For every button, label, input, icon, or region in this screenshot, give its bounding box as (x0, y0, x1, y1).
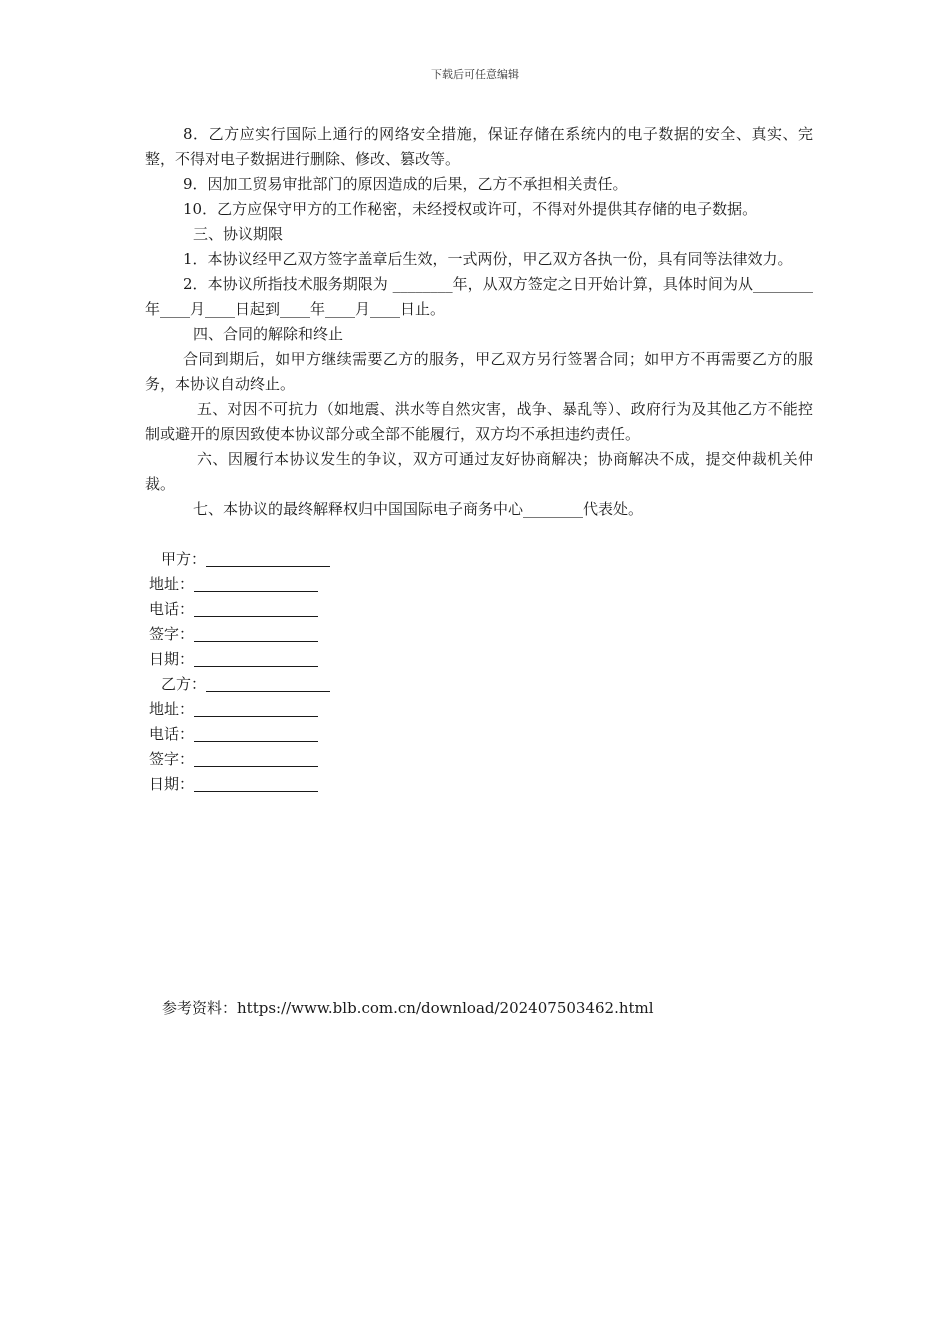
termination-clause: 合同到期后，如甲方继续需要乙方的服务，甲乙双方另行签署合同；如甲方不再需要乙方的服务，本协议自动终止。 (145, 350, 813, 393)
clause-9: 9．因加工贸易审批部门的原因造成的后果，乙方不承担相关责任。 (183, 175, 628, 193)
party-b-line (145, 672, 813, 697)
dispute-clause: 六、因履行本协议发生的争议，双方可通过友好协商解决；协商解决不成，提交仲裁机关仲裁。 (145, 450, 813, 493)
party-a-sign-line (145, 622, 813, 647)
party-a-label: 甲方： (161, 550, 207, 568)
sign-blank[interactable] (194, 625, 318, 642)
party-b-address-line (145, 697, 813, 722)
clause-10: 10．乙方应保守甲方的工作秘密，未经授权或许可，不得对外提供其存储的电子数据。 (183, 200, 758, 218)
sign-blank[interactable] (194, 750, 318, 767)
phone-label: 电话： (149, 600, 195, 618)
date-blank[interactable] (194, 775, 318, 792)
reference-link[interactable]: 参考资料：https://www.blb.com.cn/download/202407503462.html (162, 999, 654, 1017)
date-label: 日期： (149, 650, 195, 668)
clause-8: 8．乙方应实行国际上通行的网络安全措施，保证存储在系统内的电子数据的安全、真实、完整，不得对电子数据进行删除、修改、篡改等。 (145, 125, 813, 168)
address-label: 地址： (149, 700, 195, 718)
interpretation-clause: 七、本协议的最终解释权归中国国际电子商务中心________代表处。 (193, 500, 644, 518)
term-clause-1: 1．本协议经甲乙双方签字盖章后生效，一式两份，甲乙双方各执一份，具有同等法律效力。 (183, 250, 793, 268)
party-a-line (145, 547, 813, 572)
party-b-sign-line (145, 747, 813, 772)
party-a-address-line (145, 572, 813, 597)
address-label: 地址： (149, 575, 195, 593)
party-b-blank[interactable] (206, 675, 330, 692)
sign-label: 签字： (149, 625, 195, 643)
signature-block (145, 547, 813, 797)
sign-label: 签字： (149, 750, 195, 768)
address-blank[interactable] (194, 575, 318, 592)
document-body (145, 122, 813, 797)
party-a-blank[interactable] (206, 550, 330, 567)
party-a-date-line (145, 647, 813, 672)
force-majeure-clause: 五、对因不可抗力（如地震、洪水等自然灾害，战争、暴乱等）、政府行为及其他乙方不能控制或避开的原因致使本协议部分或全部不能履行，双方均不承担违约责任。 (145, 400, 813, 443)
phone-blank[interactable] (194, 725, 318, 742)
page-header: 下载后可任意编辑 (431, 68, 519, 81)
phone-label: 电话： (149, 725, 195, 743)
address-blank[interactable] (194, 700, 318, 717)
party-b-phone-line (145, 722, 813, 747)
party-a-phone-line (145, 597, 813, 622)
date-blank[interactable] (194, 650, 318, 667)
section-heading-term: 三、协议期限 (193, 225, 284, 243)
term-clause-2: 2．本协议所指技术服务期限为 ________年，从双方签定之日开始计算，具体时间为从________年____月____日起到____年____月____日止。 (145, 275, 813, 318)
party-b-date-line (145, 772, 813, 797)
party-b-label: 乙方： (161, 675, 207, 693)
phone-blank[interactable] (194, 600, 318, 617)
date-label: 日期： (149, 775, 195, 793)
section-heading-termination: 四、合同的解除和终止 (193, 325, 344, 343)
